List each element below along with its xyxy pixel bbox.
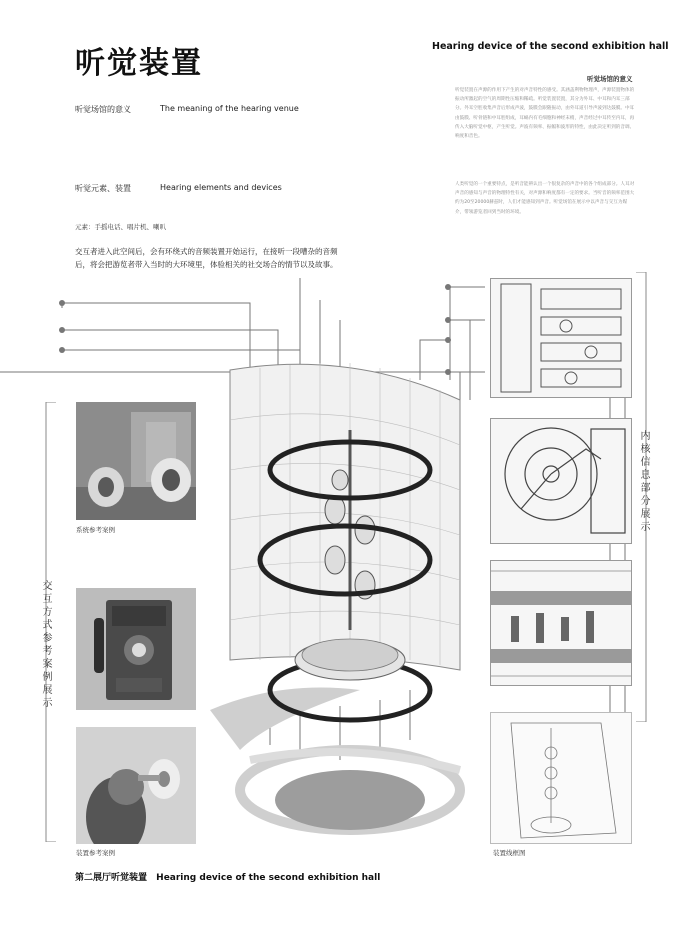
page-title-en: Hearing device of the second exhibition hall xyxy=(432,41,669,52)
listening-visitor-photo xyxy=(76,727,196,844)
switchboard-detail xyxy=(490,560,632,686)
right-heading: 听觉场馆的意义 xyxy=(587,75,633,83)
central-installation-illustration xyxy=(200,360,500,850)
wireframe-detail xyxy=(490,712,632,844)
meaning-heading-en: The meaning of the hearing venue xyxy=(160,104,299,113)
right-paragraph-1: 听觉装置在声源的作用下产生的对声音特性的感受。其涵盖利物物理声，声源装置物体的振动所激起的空气的周期性压缩和稀疏。听觉装置装置，其分为外耳、中耳和内耳三部分。外耳空腔收集声音后形成声波，鼓膜会跟随振动，由外耳道引导声波到达鼓膜。中耳由鼓膜、听骨链和中耳腔组成，耳蜗内有毛细胞和神经末梢，声音经过中耳传至内耳，再传入大脑听觉中枢，产生听觉。声波有频率、振幅和波形的特性，由此决定听到的音调、响度和音色。 xyxy=(455,88,635,140)
left-column-caption: 交互方式参考案例展示 xyxy=(40,580,51,710)
photo3-caption: 装置参考案例 xyxy=(76,849,115,857)
gramophone-horn-photo xyxy=(76,402,196,520)
interaction-description: 交互者进入此空间后，会有环绕式的音频装置开始运行，在接听一段嘈杂的音频后，将会把游览者带入当时的大环境里，体验相关的社交场合的情节以及故事。 xyxy=(75,247,338,269)
mechanism-detail-1 xyxy=(490,278,632,398)
page-title: 听觉装置 xyxy=(75,46,203,81)
right-column-caption: 内核信息部分展示 xyxy=(638,430,649,534)
turntable-detail xyxy=(490,418,632,544)
elements-heading-cn: 听觉元素、装置 xyxy=(75,184,131,193)
right-paragraph-2: 人类听觉的一个重要特点，是听音能辨认出一个很复杂的声音中的各个组成部分。人耳对声音的感知与声音的物理特性有关，对声源和响度都有一定的要求。当听音的频率范围大约为20至20000赫兹时，人们才能感知到声音。听觉场馆在展示中以声音与交互为媒介，带领游览者回到当时的环境。 xyxy=(455,182,635,215)
footer-title xyxy=(75,870,380,883)
elements-list: 元素：手摇电话、唱片机、喇叭 xyxy=(75,223,166,231)
meaning-heading-cn: 听觉场馆的意义 xyxy=(75,105,131,114)
footer-title-en: Hearing device of the second exhibition hall xyxy=(156,873,381,883)
wall-telephone-photo xyxy=(76,588,196,710)
wireframe-caption: 装置线框图 xyxy=(493,849,526,857)
elements-heading-en: Hearing elements and devices xyxy=(160,183,282,192)
footer-title-cn: 第二展厅听觉装置 xyxy=(75,873,148,883)
photo1-caption: 系统参考案例 xyxy=(76,526,115,534)
